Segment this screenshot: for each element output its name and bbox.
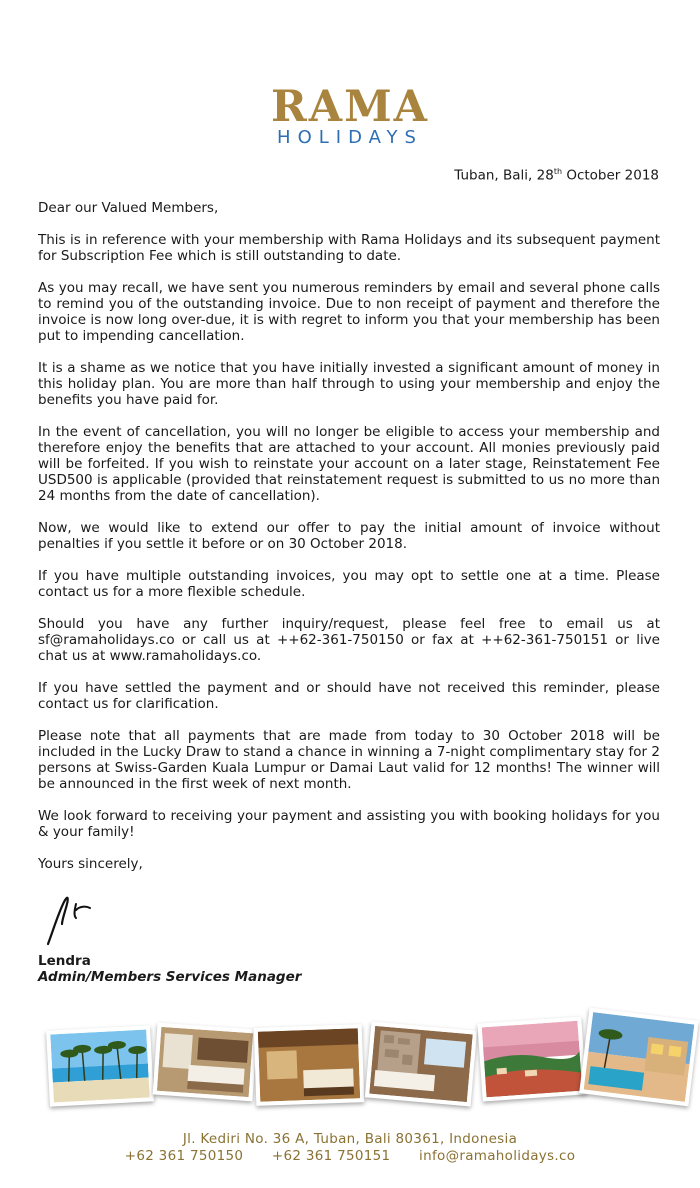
company-logo <box>0 82 700 149</box>
salutation: Dear our Valued Members, <box>38 200 219 216</box>
paragraph-clarification: If you have settled the payment and or should have not received this reminder, please contact us for clarification. <box>38 680 660 712</box>
footer-fax: +62 361 750151 <box>271 1148 391 1164</box>
paragraph-cancellation: In the event of cancellation, you will no longer be eligible to access your membership and therefore enjoy the benefits that are attached to your account. All monies previously paid will be forfeited. If you wish to reinstate your account on a later stage, Reinstatement Fee USD500 is applicable (provided that reinstatement request is submitted to us no more than 24 months from the date of cancellation). <box>38 424 660 504</box>
logo-rama-text: RAMA <box>270 82 430 132</box>
signature-image <box>40 884 104 948</box>
stone-wall-bedroom-photo <box>365 1022 477 1107</box>
paragraph-offer: Now, we would like to extend our offer to pay the initial amount of invoice without penalties if you settle it before or on 30 October 2018. <box>38 520 660 552</box>
coastal-resort-photo <box>477 1016 586 1101</box>
hotel-bedroom-photo <box>153 1023 258 1102</box>
signer-name: Lendra <box>38 953 91 969</box>
footer-contact <box>0 1131 700 1165</box>
letter-date: Tuban, Bali, 28th October 2018 <box>454 167 659 184</box>
paragraph-multiple-invoices: If you have multiple outstanding invoices, you may opt to settle one at a time. Please contact us for a more flexible schedule. <box>38 568 660 600</box>
date-ordinal-suffix: th <box>553 167 563 176</box>
hotel-suite-photo <box>254 1024 365 1106</box>
paragraph-reference: This is in reference with your membership with Rama Holidays and its subsequent payment for Subscription Fee which is still outstanding to date. <box>38 232 660 264</box>
signer-title: Admin/Members Services Manager <box>38 969 302 985</box>
villa-pool-photo <box>579 1008 699 1107</box>
paragraph-lucky-draw: Please note that all payments that are made from today to 30 October 2018 will be included in the Lucky Draw to stand a chance in winning a 7-night complimentary stay for 2 persons at Swiss-Garden Kuala Lumpur or Damai Laut valid for 12 months! The winner will be announced in the first week of next month. <box>38 728 660 792</box>
paragraph-investment: It is a shame as we notice that you have initially invested a significant amount of money in this holiday plan. You are more than half through to using your membership and enjoy the benefits you have paid for. <box>38 360 660 408</box>
paragraph-reminders: As you may recall, we have sent you numerous reminders by email and several phone calls to remind you of the outstanding invoice. Due to non receipt of payment and therefore the invoice is now long over-due, it is with regret to inform you that your membership has been put to impending cancellation. <box>38 280 660 344</box>
signer-block <box>38 953 301 985</box>
photo-strip <box>0 1008 700 1118</box>
footer-phone: +62 361 750150 <box>124 1148 244 1164</box>
footer-address: Jl. Kediri No. 36 A, Tuban, Bali 80361, Indonesia <box>182 1131 518 1147</box>
closing: Yours sincerely, <box>38 856 143 872</box>
letter-body <box>38 200 660 872</box>
footer-email: info@ramaholidays.co <box>419 1148 576 1164</box>
logo-holidays-text: HOLIDAYS <box>277 127 423 148</box>
footer-contact-line <box>0 1148 700 1165</box>
paragraph-contact: Should you have any further inquiry/request, please feel free to email us at sf@ramaholidays.co or call us at ++62-361-750150 or fax at ++62-361-750151 or live chat us at www.ramaholidays.co. <box>38 616 660 664</box>
paragraph-closing-remark: We look forward to receiving your payment and assisting you with booking holidays for you & your family! <box>38 808 660 840</box>
beach-palms-photo <box>46 1025 154 1106</box>
